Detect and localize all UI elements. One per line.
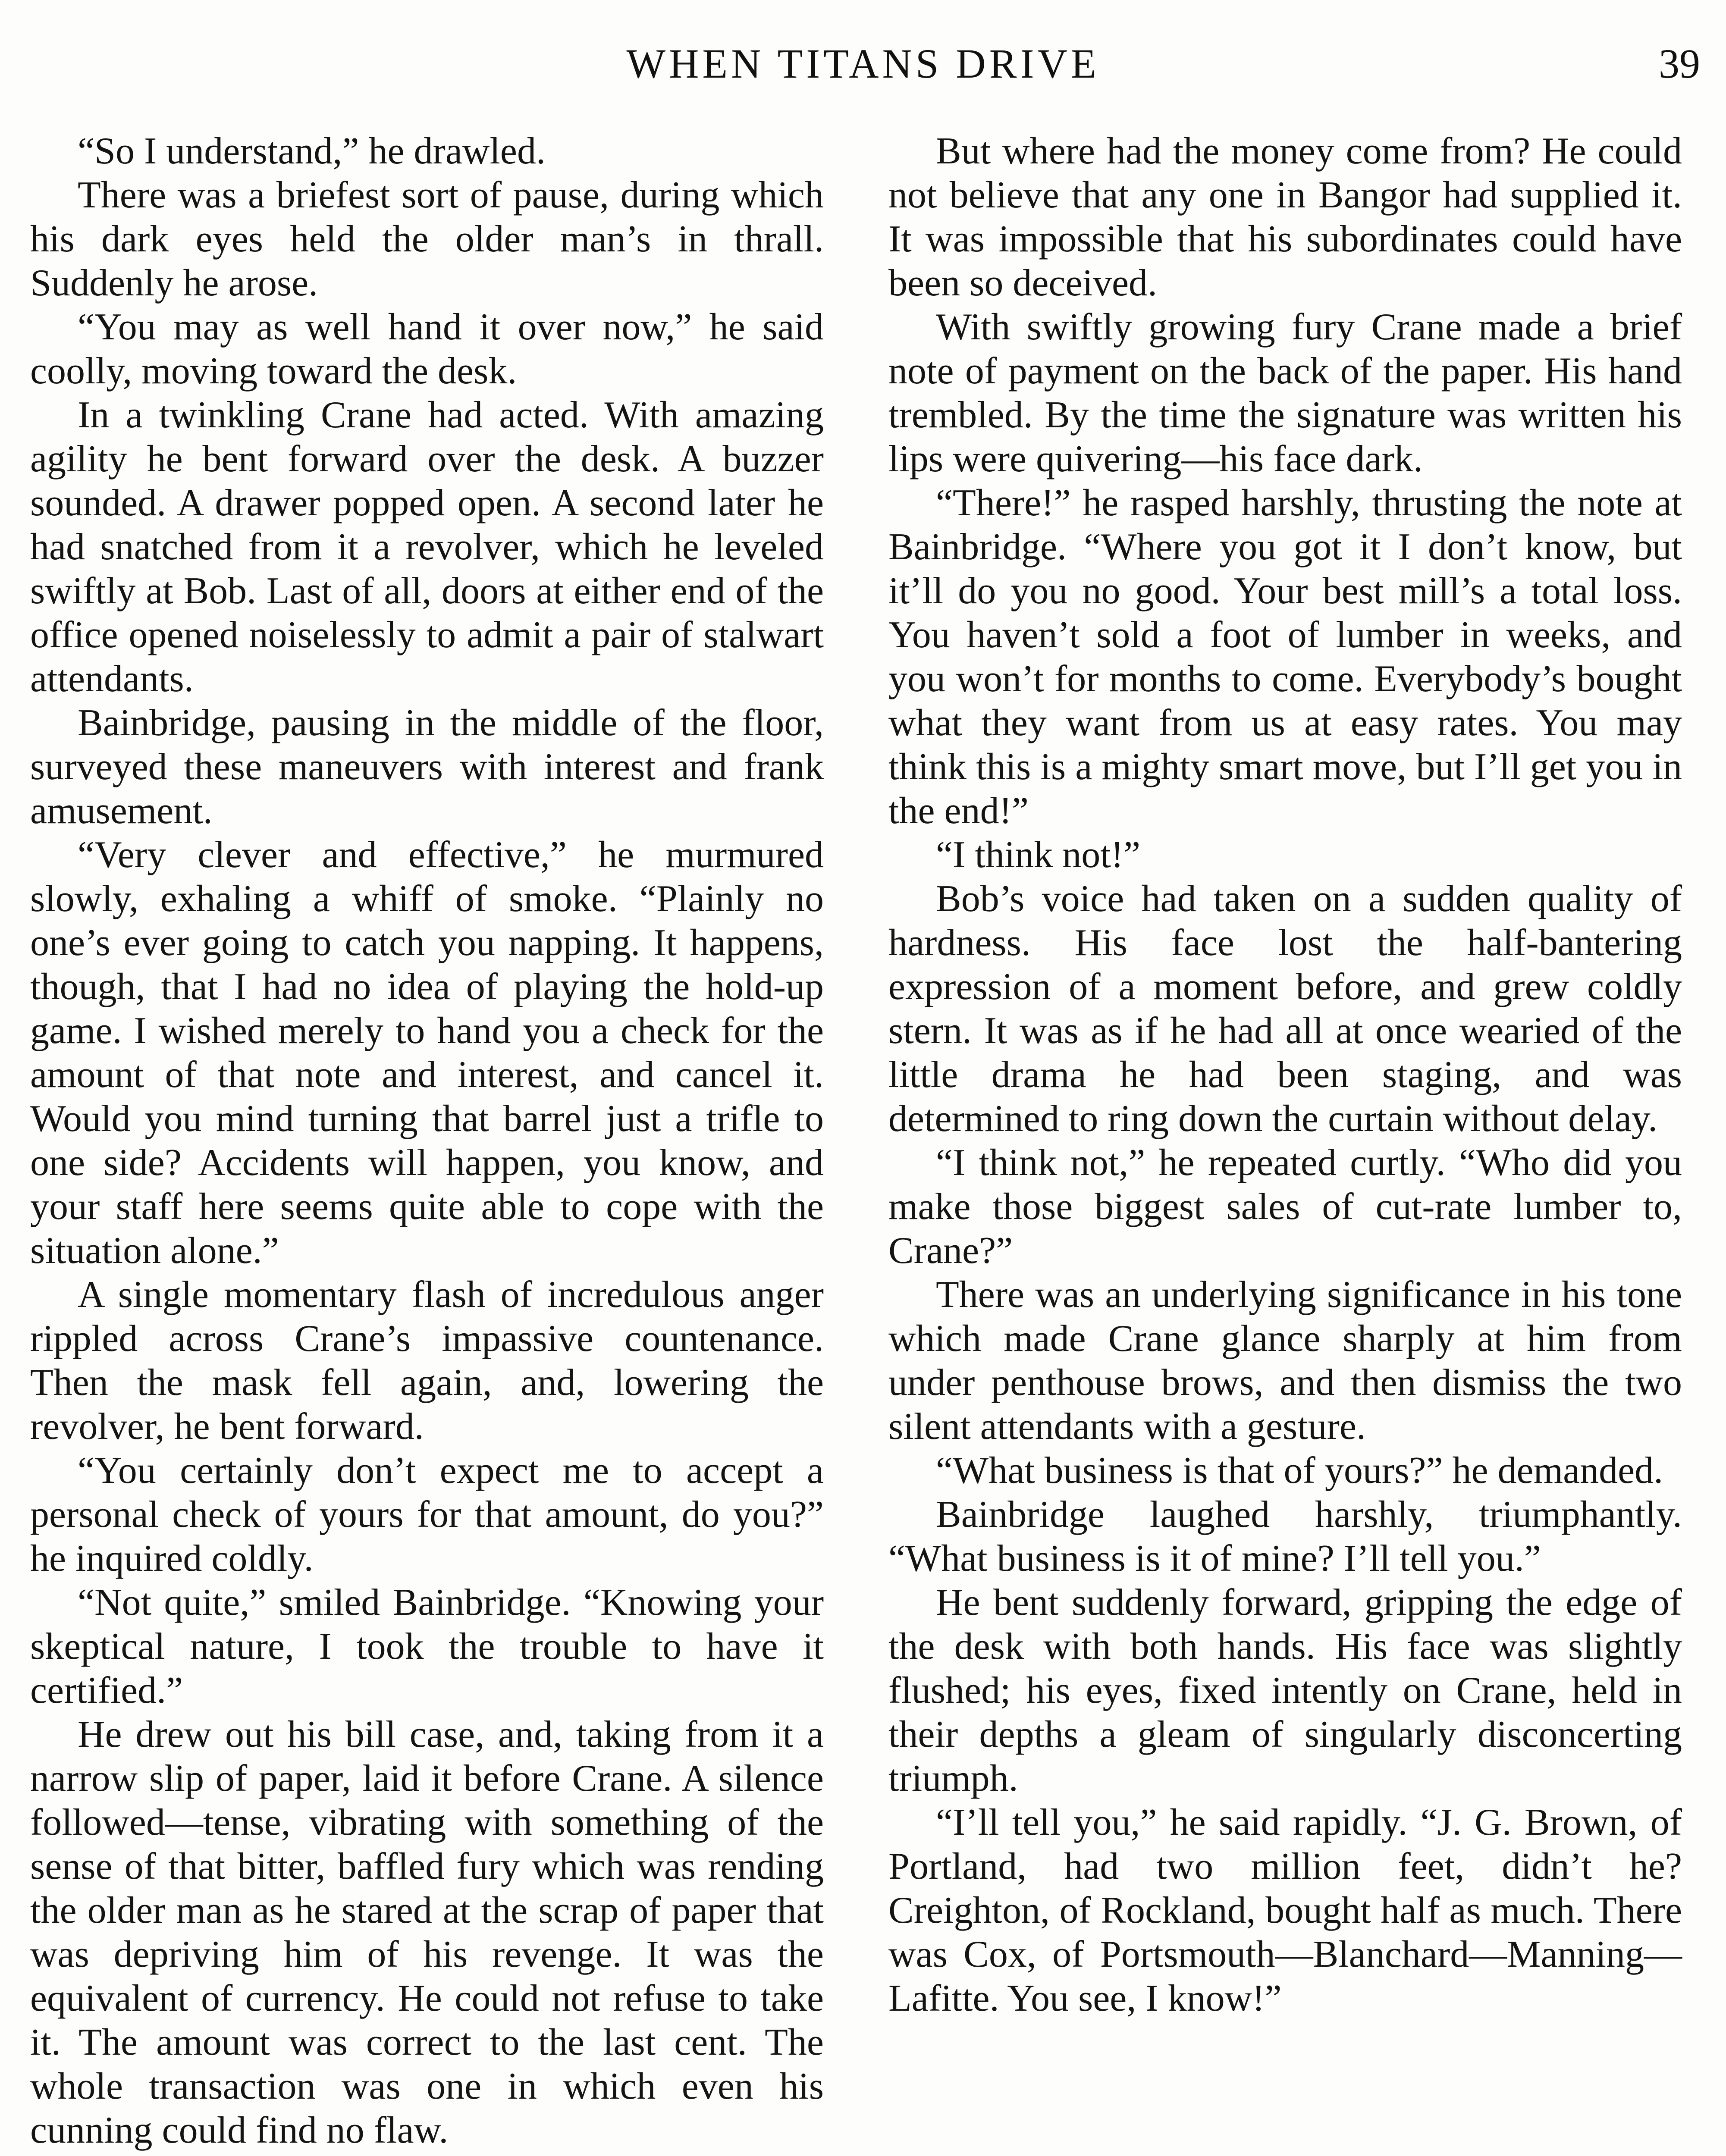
paragraph: “So I understand,” he drawled. (78, 130, 546, 172)
paragraph: “Very clever and effective,” he murmured slowly, exhaling a whiff of smoke. “Plainly no one’s ever going to catch you napping. It happens, though, that I had no idea of playing the hold-up game. I wished merely to hand you a check for the amount of that note and interest, and cancel it. Would you mind turning that barrel just a trifle to one side? Accidents will happen, you know, and your staff here seems quite able to cope with the situation alone.” (30, 834, 824, 1272)
paragraph: Bainbridge, pausing in the middle of the floor, surveyed these maneuvers with interest and frank amusement. (30, 702, 824, 832)
paragraph: “I think not!” (936, 834, 1141, 876)
paragraph: In a twinkling Crane had acted. With amazing agility he bent forward over the desk. A buzzer sounded. A drawer popped open. A second later he had snatched from it a revolver, which he leveled swiftly at Bob. Last of all, doors at either end of the office opened noiselessly to admit a pair of stalwart attendants. (30, 394, 824, 700)
paragraph: There was a briefest sort of pause, during which his dark eyes held the older man’s in thrall. Suddenly he arose. (30, 174, 824, 304)
paragraph: He bent suddenly forward, gripping the edge of the desk with both hands. His face was slightly flushed; his eyes, fixed intently on Crane, held in their depths a gleam of singularly disconcerting triumph. (888, 1582, 1682, 1799)
paragraph: “I’ll tell you,” he said rapidly. “J. G. Brown, of Portland, had two million feet, didn’t he? Creighton, of Rockland, bought half as much. There was Cox, of Portsmouth—Blanchard—Manning—Lafitte. You see, I know!” (888, 1802, 1682, 2019)
paragraph: He drew out his bill case, and, taking from it a narrow slip of paper, laid it before Crane. A silence followed—tense, vibrating with something of the sense of that bitter, baffled fury which was rending the older man as he stared at the scrap of paper that was depriving him of his revenge. It was the equivalent of currency. He could not refuse to take it. The amount was correct to the last cent. The whole transaction was one in which even his cunning could find no flaw. (30, 1714, 824, 2151)
paragraph: “You certainly don’t expect me to accept a personal check of yours for that amount, do you?” he inquired coldly. (30, 1450, 824, 1579)
paragraph: “I think not,” he repeated curtly. “Who did you make those biggest sales of cut-rate lumber to, Crane?” (888, 1142, 1682, 1272)
paragraph: A single momentary flash of incredulous anger rippled across Crane’s impassive countenance. Then the mask fell again, and, lowering the revolver, he bent forward. (30, 1274, 824, 1448)
paragraph: “What business is that of yours?” he demanded. (936, 1450, 1663, 1492)
right-column (888, 129, 1682, 2021)
page-number: 39 (1659, 41, 1700, 87)
running-title: WHEN TITANS DRIVE (626, 41, 1100, 87)
paragraph: “Not quite,” smiled Bainbridge. “Knowing your skeptical nature, I took the trouble to have it certified.” (30, 1582, 824, 1711)
paragraph: There was an underlying significance in his tone which made Crane glance sharply at him from under penthouse brows, and then dismiss the two silent attendants with a gesture. (888, 1274, 1682, 1448)
paragraph: With swiftly growing fury Crane made a brief note of payment on the back of the paper. His hand trembled. By the time the signature was written his lips were quivering—his face dark. (888, 306, 1682, 480)
paragraph: Bob’s voice had taken on a sudden quality of hardness. His face lost the half-bantering expression of a moment before, and grew coldly stern. It was as if he had all at once wearied of the little drama he had been staging, and was determined to ring down the curtain without delay. (888, 878, 1682, 1140)
paragraph: “You may as well hand it over now,” he said coolly, moving toward the desk. (30, 306, 824, 392)
paragraph: But where had the money come from? He could not believe that any one in Bangor had supplied it. It was impossible that his subordinates could have been so deceived. (888, 130, 1682, 304)
left-column (30, 129, 824, 2153)
paragraph: “There!” he rasped harshly, thrusting the note at Bainbridge. “Where you got it I don’t know, but it’ll do you no good. Your best mill’s a total loss. You haven’t sold a foot of lumber in weeks, and you won’t for months to come. Everybody’s bought what they want from us at easy rates. You may think this is a mighty smart move, but I’ll get you in the end!” (888, 482, 1682, 832)
paragraph: Bainbridge laughed harshly, triumphantly. “What business is it of mine? I’ll tell you.” (888, 1494, 1682, 1579)
